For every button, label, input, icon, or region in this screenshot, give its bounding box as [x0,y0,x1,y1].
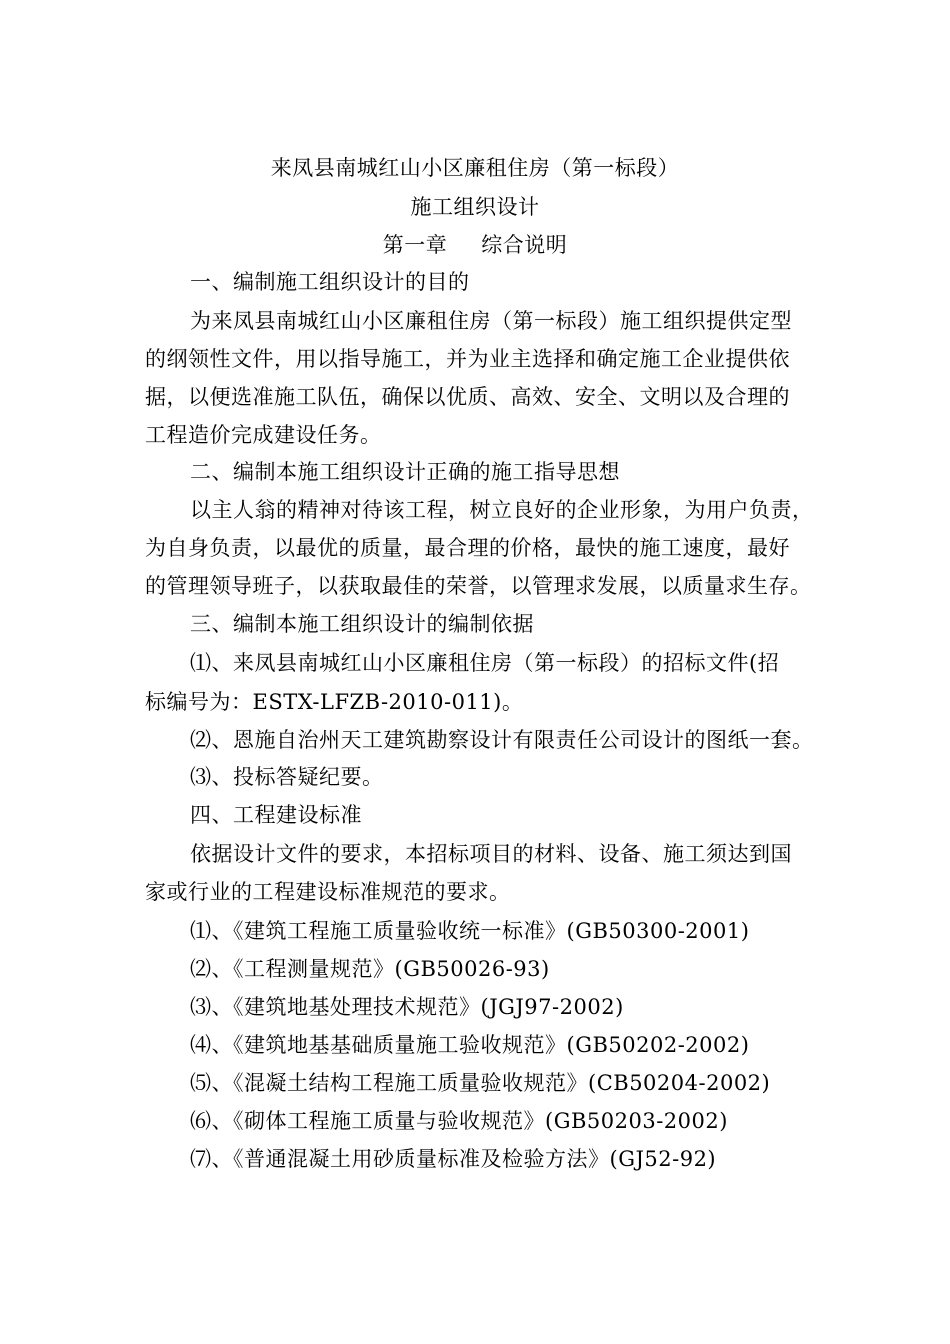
paragraph-line: 工程造价完成建设任务。 [145,423,382,447]
standard-item: ⑷、《建筑地基基础质量施工验收规范》(GB50202-2002) [190,1033,750,1057]
paragraph-line: 为来凤县南城红山小区廉租住房（第一标段）施工组织提供定型 [190,309,792,333]
paragraph-line: 的纲领性文件，用以指导施工，并为业主选择和确定施工企业提供依 [145,347,790,371]
standard-item: ⑺、《普通混凝土用砂质量标准及检验方法》(GJ52-92) [190,1147,717,1171]
standard-item: ⑹、《砌体工程施工质量与验收规范》(GB50203-2002) [190,1109,728,1133]
standard-item: ⑸、《混凝土结构工程施工质量验收规范》(CB50204-2002) [190,1071,771,1095]
basis-item: ⑵、恩施自治州天工建筑勘察设计有限责任公司设计的图纸一套。 [190,728,814,752]
paragraph-line: 为自身负责，以最优的质量，最合理的价格，最快的施工速度，最好 [145,536,790,560]
title-line-1: 来凤县南城红山小区廉租住房（第一标段） [270,156,680,180]
basis-item: ⑴、来凤县南城红山小区廉租住房（第一标段）的招标文件(招 [190,651,780,675]
section-heading: 二、编制本施工组织设计正确的施工指导思想 [190,460,620,484]
chapter-number: 第一章 [382,233,448,257]
section-heading: 一、编制施工组织设计的目的 [190,270,470,294]
section-heading: 三、编制本施工组织设计的编制依据 [190,612,534,636]
paragraph-line: 依据设计文件的要求，本招标项目的材料、设备、施工须达到国 [190,842,792,866]
section-heading: 四、工程建设标准 [190,803,362,827]
standard-item: ⑴、《建筑工程施工质量验收统一标准》(GB50300-2001) [190,919,750,943]
paragraph-line: 的管理领导班子，以获取最佳的荣誉，以管理求发展，以质量求生存。 [145,574,812,598]
paragraph-line: 以主人翁的精神对待该工程，树立良好的企业形象，为用户负责， [190,498,814,522]
basis-item: ⑶、投标答疑纪要。 [190,765,384,789]
basis-item-continuation: 标编号为：ESTX-LFZB-2010-011)。 [145,690,524,714]
paragraph-line: 据，以便选准施工队伍，确保以优质、高效、安全、文明以及合理的 [145,385,790,409]
chapter-title: 综合说明 [481,233,568,257]
title-line-2: 施工组织设计 [410,195,540,219]
paragraph-line: 家或行业的工程建设标准规范的要求。 [145,880,511,904]
chapter-heading [0,231,950,259]
standard-item: ⑶、《建筑地基处理技术规范》(JGJ97-2002) [190,995,624,1019]
standard-item: ⑵、《工程测量规范》(GB50026-93) [190,957,550,981]
